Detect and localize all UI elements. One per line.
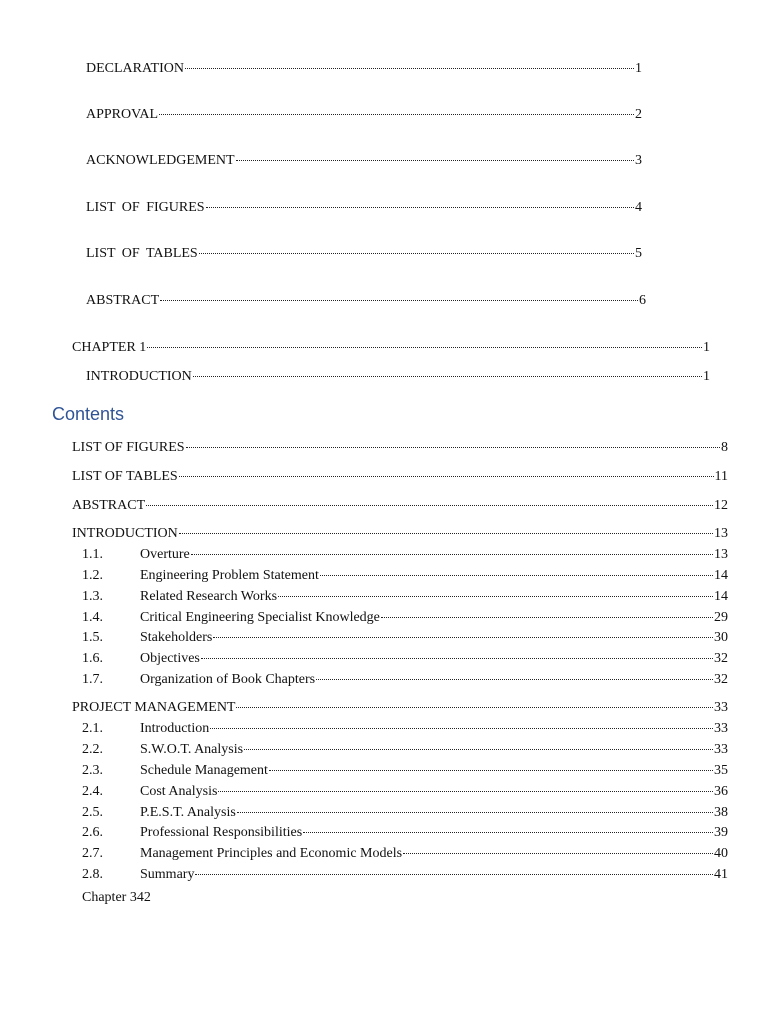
dot-leader	[213, 637, 713, 638]
section-number: 1.1.	[82, 547, 103, 562]
dot-leader	[236, 160, 634, 161]
toc-page: 14	[714, 568, 728, 583]
toc-label: ABSTRACT	[72, 498, 146, 513]
toc-label: PROJECT MANAGEMENT	[72, 700, 236, 715]
dot-leader	[381, 617, 713, 618]
dot-leader	[244, 749, 713, 750]
toc-label: Introduction	[140, 721, 210, 736]
toc-label: Engineering Problem Statement	[140, 568, 319, 583]
dot-leader	[316, 679, 713, 680]
dot-leader	[147, 347, 702, 348]
toc-page: 29	[714, 610, 728, 625]
dot-leader	[237, 812, 713, 813]
toc-page: 1	[703, 369, 710, 384]
toc-page: 8	[721, 440, 728, 455]
section-number: 2.2.	[82, 742, 103, 757]
toc-label: Schedule Management	[140, 763, 268, 778]
toc-label: S.W.O.T. Analysis	[140, 742, 244, 757]
toc-subentry-2-8[interactable]	[82, 866, 728, 884]
dot-leader	[210, 728, 713, 729]
toc-page: 30	[714, 630, 728, 645]
toc-page: 2	[635, 107, 642, 122]
toc-page: 32	[714, 672, 728, 687]
dot-leader	[199, 253, 634, 254]
dot-leader	[218, 791, 713, 792]
toc-subentry-1-5[interactable]	[82, 629, 728, 647]
toc-label: APPROVAL	[86, 107, 159, 122]
section-number: 2.5.	[82, 805, 103, 820]
dot-leader	[191, 554, 713, 555]
toc-page: 5	[635, 246, 642, 261]
toc-label: Cost Analysis	[140, 784, 218, 799]
dot-leader	[403, 853, 713, 854]
toc-page: 3	[635, 153, 642, 168]
toc-label: LIST OF FIGURES	[86, 200, 205, 215]
dot-leader	[195, 874, 713, 875]
toc-entry-list-of-figures[interactable]	[72, 439, 728, 457]
section-number: 1.2.	[82, 568, 103, 583]
dot-leader	[206, 207, 634, 208]
dot-leader	[278, 596, 713, 597]
toc-page: 33	[714, 742, 728, 757]
toc-label: ACKNOWLEDGEMENT	[86, 153, 235, 168]
toc-page: 40	[714, 846, 728, 861]
toc-page: 13	[714, 526, 728, 541]
toc-label: Management Principles and Economic Models	[140, 846, 403, 861]
toc-entry-introduction-old[interactable]	[86, 368, 710, 386]
dot-leader	[201, 658, 713, 659]
toc-page: 32	[714, 651, 728, 666]
toc-subentry-2-4[interactable]	[82, 783, 728, 801]
toc-entry-list-of-tables[interactable]	[86, 245, 642, 263]
toc-label: ABSTRACT	[86, 293, 160, 308]
toc-page: 36	[714, 784, 728, 799]
toc-page: 1	[635, 61, 642, 76]
toc-page: 41	[714, 867, 728, 882]
section-number: 2.7.	[82, 846, 103, 861]
toc-page: 33	[714, 700, 728, 715]
dot-leader	[193, 376, 702, 377]
toc-subentry-1-6[interactable]	[82, 650, 728, 668]
dot-leader	[303, 832, 713, 833]
section-number: 1.4.	[82, 610, 103, 625]
toc-entry-abstract[interactable]	[86, 292, 646, 310]
toc-label: Professional Responsibilities	[140, 825, 303, 840]
toc-entry-chapter-3[interactable]: Chapter 342	[82, 890, 151, 905]
toc-entry-acknowledgement[interactable]	[86, 152, 642, 170]
toc-subentry-2-2[interactable]	[82, 741, 728, 759]
dot-leader	[186, 447, 720, 448]
dot-leader	[269, 770, 713, 771]
dot-leader	[179, 476, 714, 477]
section-number: 2.3.	[82, 763, 103, 778]
toc-label: LIST OF FIGURES	[72, 440, 185, 455]
toc-entry-list-of-tables[interactable]	[72, 468, 728, 486]
section-number: 1.7.	[82, 672, 103, 687]
toc-label: Organization of Book Chapters	[140, 672, 316, 687]
toc-entry-list-of-figures[interactable]	[86, 199, 642, 217]
toc-subentry-1-2[interactable]	[82, 567, 728, 585]
toc-label: Summary	[140, 867, 195, 882]
toc-page: 12	[714, 498, 728, 513]
dot-leader	[179, 533, 713, 534]
dot-leader	[185, 68, 634, 69]
section-number: 1.6.	[82, 651, 103, 666]
toc-entry-abstract[interactable]	[72, 497, 728, 515]
toc-label: INTRODUCTION	[72, 526, 178, 541]
toc-subentry-2-7[interactable]	[82, 845, 728, 863]
toc-page: 6	[639, 293, 646, 308]
toc-subentry-2-1[interactable]	[82, 720, 728, 738]
contents-heading: Contents	[52, 404, 125, 424]
toc-entry-introduction[interactable]	[72, 525, 728, 543]
toc-page: 13	[714, 547, 728, 562]
toc-page: 1	[703, 340, 710, 355]
toc-subentry-1-3[interactable]	[82, 588, 728, 606]
section-number: 2.8.	[82, 867, 103, 882]
toc-entry-project-management[interactable]	[72, 699, 728, 717]
toc-page: 4	[635, 200, 642, 215]
dot-leader	[146, 505, 713, 506]
section-number: 1.3.	[82, 589, 103, 604]
toc-page: 38	[714, 805, 728, 820]
toc-subentry-1-4[interactable]	[82, 609, 728, 627]
section-number: 2.4.	[82, 784, 103, 799]
toc-label: INTRODUCTION	[86, 369, 192, 384]
toc-label: LIST OF TABLES	[72, 469, 178, 484]
section-number: 1.5.	[82, 630, 103, 645]
toc-page: 33	[714, 721, 728, 736]
toc-label: LIST OF TABLES	[86, 246, 198, 261]
section-number: 2.1.	[82, 721, 103, 736]
dot-leader	[236, 707, 713, 708]
toc-page: 14	[714, 589, 728, 604]
toc-subentry-2-5[interactable]	[82, 804, 728, 822]
toc-label: Critical Engineering Specialist Knowledge	[140, 610, 380, 625]
toc-label: Related Research Works	[140, 589, 278, 604]
toc-entry-approval[interactable]	[86, 106, 642, 124]
toc-entry-declaration[interactable]	[86, 60, 642, 78]
section-number: 2.6.	[82, 825, 103, 840]
toc-page: 39	[714, 825, 728, 840]
toc-label: CHAPTER 1	[72, 340, 147, 355]
dot-leader	[159, 114, 634, 115]
toc-subentry-1-1[interactable]	[82, 546, 728, 564]
toc-label: P.E.S.T. Analysis	[140, 805, 236, 820]
toc-page: 35	[714, 763, 728, 778]
toc-label: Overture	[140, 547, 190, 562]
dot-leader	[320, 575, 713, 576]
toc-page: 11	[714, 469, 728, 484]
toc-subentry-1-7[interactable]	[82, 671, 728, 689]
toc-label: Objectives	[140, 651, 200, 666]
dot-leader	[160, 300, 638, 301]
toc-entry-chapter-1[interactable]	[72, 339, 710, 357]
toc-label: Stakeholders	[140, 630, 213, 645]
toc-subentry-2-6[interactable]	[82, 824, 728, 842]
toc-subentry-2-3[interactable]	[82, 762, 728, 780]
toc-label: DECLARATION	[86, 61, 184, 76]
